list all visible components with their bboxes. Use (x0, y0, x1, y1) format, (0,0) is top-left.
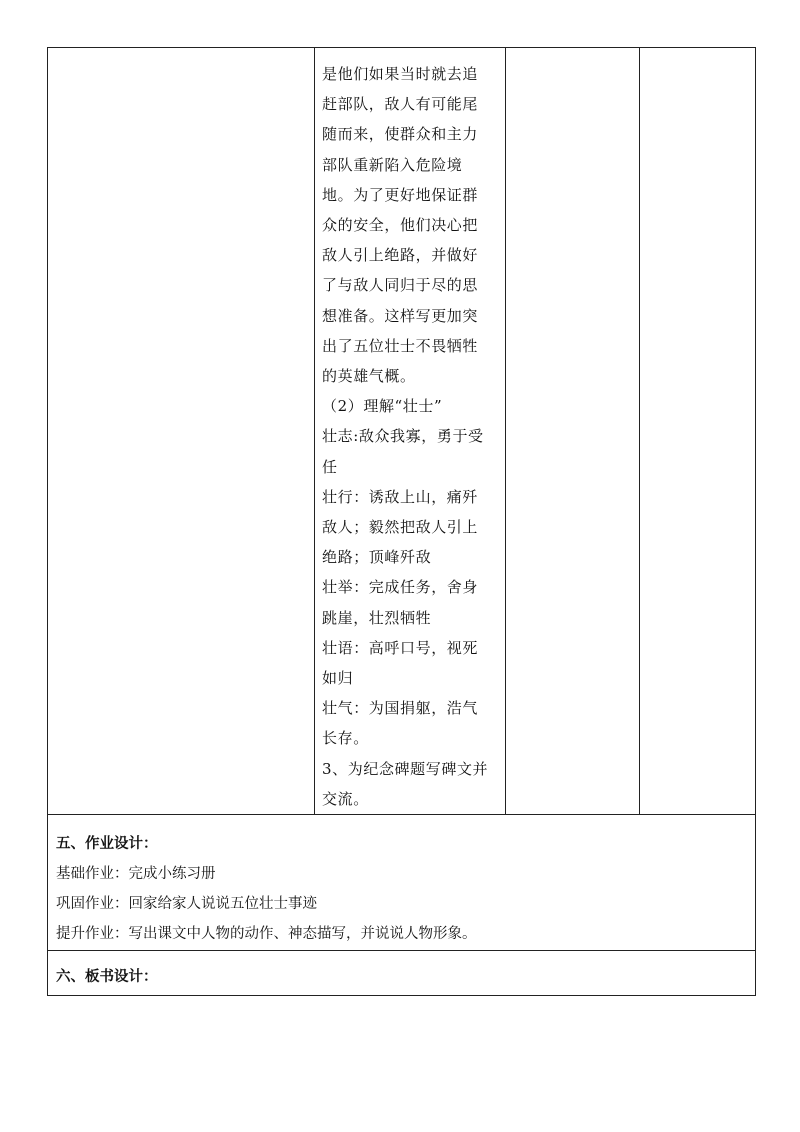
cell-empty-4 (640, 48, 756, 815)
lesson-line: 赶部队，敌人有可能尾 (322, 95, 479, 114)
lesson-line: 部队重新陷入危险境 (322, 155, 463, 174)
lesson-line: 敌人；毅然把敌人引上 (322, 518, 479, 537)
lesson-row (48, 48, 756, 815)
homework-basic: 基础作业：完成小练习册 (56, 866, 216, 883)
lesson-line: 任 (322, 457, 338, 476)
lesson-line: 敌人引上绝路，并做好 (322, 246, 479, 265)
lesson-line: 壮气：为国捐躯，浩气 (322, 699, 479, 718)
lesson-line: 的英雄气概。 (322, 367, 416, 386)
lesson-line: 壮行：诱敌上山，痛歼 (322, 487, 479, 506)
homework-cell (48, 815, 756, 951)
homework-title: 五、作业设计： (56, 836, 158, 853)
cell-empty-1 (48, 48, 315, 815)
lesson-line: 交流。 (322, 789, 369, 808)
homework-row (48, 815, 756, 951)
lesson-content-text (315, 48, 505, 814)
board-design-row (48, 951, 756, 996)
board-design-cell (48, 951, 756, 996)
lesson-line: 壮举：完成任务，舍身 (322, 578, 479, 597)
lesson-line: 壮语：高呼口号，视死 (322, 638, 479, 657)
lesson-line: 如归 (322, 669, 354, 688)
board-design-title: 六、板书设计： (56, 969, 158, 986)
homework-advanced: 提升作业：写出课文中人物的动作、神态描写，并说说人物形象。 (56, 926, 477, 943)
lesson-line: 3、为纪念碑题写碑文并 (322, 759, 489, 778)
lesson-line: 随而来，使群众和主力 (322, 125, 479, 144)
lesson-line: 地。为了更好地保证群 (322, 185, 479, 204)
lesson-line: （2）理解“壮士” (322, 397, 443, 416)
lesson-line: 绝路；顶峰歼敌 (322, 548, 432, 567)
lesson-line: 壮志:敌众我寡，勇于受 (322, 427, 484, 446)
lesson-line: 众的安全，他们决心把 (322, 216, 479, 235)
lesson-line: 是他们如果当时就去追 (322, 65, 479, 83)
lesson-line: 想准备。这样写更加突 (322, 306, 479, 325)
homework-consolidate: 巩固作业：回家给家人说说五位壮士事迹 (56, 896, 317, 913)
cell-empty-3 (506, 48, 640, 815)
lesson-line: 出了五位壮士不畏牺牲 (322, 336, 479, 355)
lesson-line: 长存。 (322, 729, 369, 748)
lesson-line: 跳崖，壮烈牺牲 (322, 608, 432, 627)
lesson-plan-table (47, 47, 756, 996)
lesson-line: 了与敌人同归于尽的思 (322, 276, 479, 295)
cell-lesson-content (315, 48, 506, 815)
